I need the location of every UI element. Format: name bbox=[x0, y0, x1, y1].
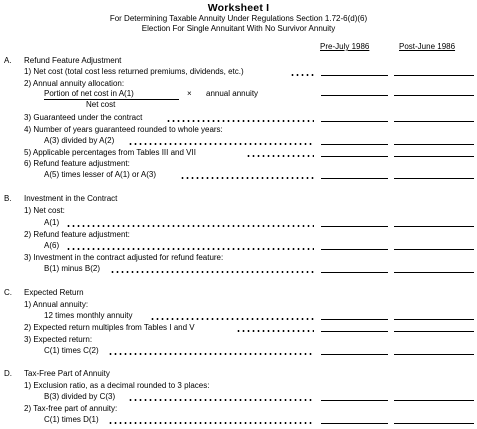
a3-leader bbox=[166, 120, 314, 122]
a2-times: × bbox=[187, 89, 192, 98]
worksheet-subtitle-2: Election For Single Annuitant With No Survivor Annuity bbox=[141, 24, 336, 33]
c1-pre-field[interactable] bbox=[321, 319, 388, 320]
d2-post-field[interactable] bbox=[394, 423, 474, 424]
d2-sub: C(1) times D(1) bbox=[44, 415, 99, 424]
c1-leader bbox=[150, 318, 314, 320]
a5-pre-field[interactable] bbox=[321, 156, 388, 157]
d1-leader bbox=[128, 399, 314, 401]
a2-label: 2) Annual annuity allocation: bbox=[24, 79, 125, 88]
b1-leader bbox=[66, 225, 314, 227]
d2-pre-field[interactable] bbox=[321, 423, 388, 424]
section-b-letter: B. bbox=[4, 194, 12, 203]
a2-rhs: annual annuity bbox=[206, 89, 259, 98]
c1-sub: 12 times monthly annuity bbox=[44, 311, 133, 320]
a2-pre-field[interactable] bbox=[321, 95, 388, 96]
b1-post-field[interactable] bbox=[394, 226, 474, 227]
worksheet-subtitle-1: For Determining Taxable Annuity Under Regulations Section 1.72-6(d)(6) bbox=[109, 14, 368, 23]
a6-sub: A(5) times lesser of A(1) or A(3) bbox=[44, 170, 157, 179]
a6-label: 6) Refund feature adjustment: bbox=[24, 159, 130, 168]
b2-leader bbox=[66, 248, 314, 250]
b1-sub: A(1) bbox=[44, 218, 60, 227]
a2-denominator: Net cost bbox=[86, 100, 116, 109]
a1-leader bbox=[290, 74, 314, 76]
d1-post-field[interactable] bbox=[394, 400, 474, 401]
b2-label: 2) Refund feature adjustment: bbox=[24, 230, 130, 239]
b1-pre-field[interactable] bbox=[321, 226, 388, 227]
a2-post-field[interactable] bbox=[394, 95, 474, 96]
d1-pre-field[interactable] bbox=[321, 400, 388, 401]
a4-post-field[interactable] bbox=[394, 144, 474, 145]
section-d-title: Tax-Free Part of Annuity bbox=[24, 369, 110, 378]
c3-label: 3) Expected return: bbox=[24, 335, 93, 344]
section-a-letter: A. bbox=[4, 56, 12, 65]
a5-post-field[interactable] bbox=[394, 156, 474, 157]
d2-label: 2) Tax-free part of annuity: bbox=[24, 404, 118, 413]
c3-sub: C(1) times C(2) bbox=[44, 346, 99, 355]
b3-sub: B(1) minus B(2) bbox=[44, 264, 101, 273]
b3-post-field[interactable] bbox=[394, 272, 474, 273]
section-d-letter: D. bbox=[4, 369, 12, 378]
b3-pre-field[interactable] bbox=[321, 272, 388, 273]
b2-pre-field[interactable] bbox=[321, 249, 388, 250]
a2-numerator: Portion of net cost in A(1) bbox=[44, 89, 134, 98]
c1-label: 1) Annual annuity: bbox=[24, 300, 89, 309]
a3-label: 3) Guaranteed under the contract bbox=[24, 113, 143, 122]
c3-post-field[interactable] bbox=[394, 354, 474, 355]
c2-post-field[interactable] bbox=[394, 331, 474, 332]
a6-pre-field[interactable] bbox=[321, 178, 388, 179]
b2-sub: A(6) bbox=[44, 241, 60, 250]
b3-label: 3) Investment in the contract adjusted for refund feature: bbox=[24, 253, 224, 262]
a5-leader bbox=[246, 155, 314, 157]
a4-pre-field[interactable] bbox=[321, 144, 388, 145]
a5-label: 5) Applicable percentages from Tables III and VII bbox=[24, 148, 196, 157]
d1-label: 1) Exclusion ratio, as a decimal rounded to 3 places: bbox=[24, 381, 210, 390]
c2-leader bbox=[236, 330, 314, 332]
a1-pre-field[interactable] bbox=[321, 75, 388, 76]
b3-leader bbox=[110, 271, 314, 273]
a1-label: 1) Net cost (total cost less returned premiums, dividends, etc.) bbox=[24, 67, 244, 76]
c1-post-field[interactable] bbox=[394, 319, 474, 320]
a6-leader bbox=[180, 177, 314, 179]
section-b-title: Investment in the Contract bbox=[24, 194, 118, 203]
d2-leader bbox=[108, 422, 314, 424]
a4-leader bbox=[128, 143, 314, 145]
a1-post-field[interactable] bbox=[394, 75, 474, 76]
column-header-post-june: Post-June 1986 bbox=[399, 42, 456, 51]
a4-label: 4) Number of years guaranteed rounded to whole years: bbox=[24, 125, 223, 134]
d1-sub: B(3) divided by C(3) bbox=[44, 392, 116, 401]
section-c-title: Expected Return bbox=[24, 288, 84, 297]
b2-post-field[interactable] bbox=[394, 249, 474, 250]
c3-pre-field[interactable] bbox=[321, 354, 388, 355]
c2-label: 2) Expected return multiples from Tables I and V bbox=[24, 323, 195, 332]
a3-pre-field[interactable] bbox=[321, 121, 388, 122]
b1-label: 1) Net cost: bbox=[24, 206, 65, 215]
c3-leader bbox=[108, 353, 314, 355]
worksheet-title: Worksheet I bbox=[207, 2, 270, 14]
a6-post-field[interactable] bbox=[394, 178, 474, 179]
section-c-letter: C. bbox=[4, 288, 12, 297]
column-header-pre-july: Pre-July 1986 bbox=[320, 42, 370, 51]
a3-post-field[interactable] bbox=[394, 121, 474, 122]
c2-pre-field[interactable] bbox=[321, 331, 388, 332]
a4-sub: A(3) divided by A(2) bbox=[44, 136, 115, 145]
section-a-title: Refund Feature Adjustment bbox=[24, 56, 122, 65]
